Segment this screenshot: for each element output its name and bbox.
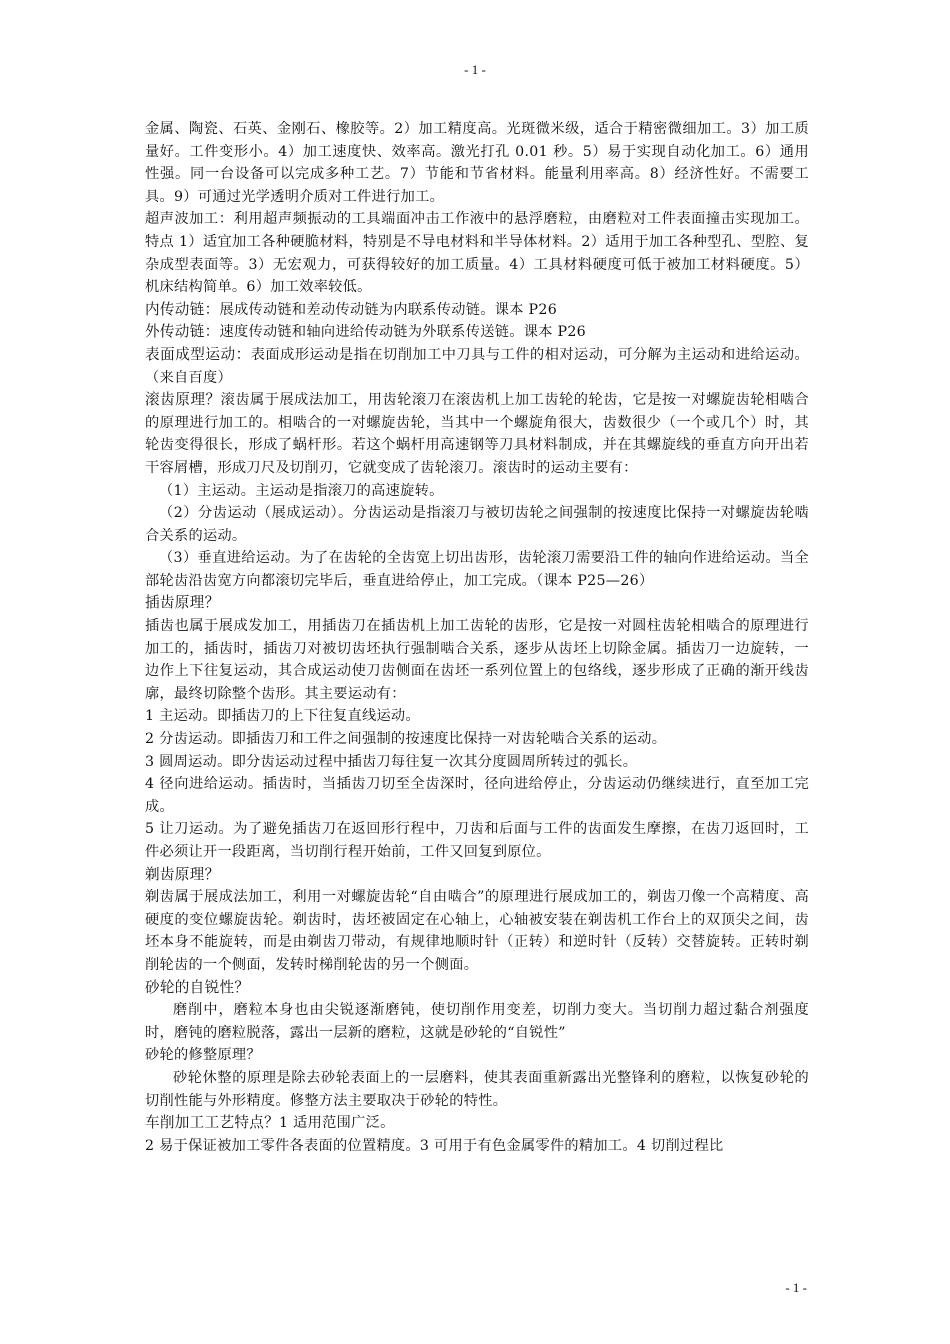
paragraph (145, 389, 809, 479)
paragraph-text: 1 主运动。即插齿刀的上下往复直线运动。 (145, 708, 420, 725)
paragraph (145, 480, 809, 503)
paragraph-text: 展成传动链和差动传动链为内联系传动链。课本 P26 (219, 301, 558, 318)
paragraph (145, 1135, 809, 1158)
paragraph (145, 118, 809, 208)
section-heading: 表面成型运动： (145, 345, 251, 363)
section-heading: 剃齿原理？ (145, 865, 220, 883)
paragraph-text: （2）分齿运动（展成运动）。分齿运动是指滚刀与被切齿轮之间强制的按速度比保持一对螺旋齿轮啮合关系的运动。 (145, 505, 809, 544)
paragraph-text: 剃齿属于展成法加工，利用一对螺旋齿轮“自由啮合”的原理进行展成加工的，剃齿刀像一个高精度、高硬度的变位螺旋齿轮。剃齿时，齿坯被固定在心轴上，心轴被安装在剃齿机工作台上的双顶尖之间，齿坯本身不能旋转，而是由剃齿刀带动，有规律地顺时针（正转）和逆时针（反转）交替旋转。正转时剃削轮齿的一个侧面，发转时梯削轮齿的另一个侧面。 (145, 889, 809, 973)
paragraph (145, 502, 809, 547)
paragraph (145, 818, 809, 863)
paragraph (145, 344, 809, 389)
paragraph-text: 2 易于保证被加工零件各表面的位置精度。3 可用于有色金属零件的精加工。4 切削过程比 (145, 1137, 724, 1154)
paragraph-text: 表面成形运动是指在切削加工中刀具与工件的相对运动，可分解为主运动和进给运动。（来自百度） (145, 346, 810, 386)
section-heading: 车削加工工艺特点？ (145, 1114, 280, 1132)
paragraph (145, 208, 809, 298)
paragraph (145, 864, 809, 887)
paragraph (145, 1067, 809, 1112)
paragraph (145, 705, 809, 728)
section-heading: 砂轮的自锐性？ (145, 978, 250, 996)
paragraph-text: （3）垂直进给运动。为了在齿轮的全齿宽上切出齿形，齿轮滚刀需要沿工件的轴向作进给运动。当全部轮齿沿齿宽方向都滚切完毕后，垂直进给停止，加工完成。（课本 P25—26） (145, 550, 809, 589)
paragraph (145, 751, 809, 774)
paragraph-text: 1 适用范围广泛。 (279, 1115, 395, 1132)
paragraph (145, 999, 809, 1044)
paragraph (145, 1112, 809, 1135)
section-heading: 插齿原理？ (145, 594, 220, 612)
paragraph-text: 滚齿属于展成法加工，用齿轮滚刀在滚齿机上加工齿轮的轮齿，它是按一对螺旋齿轮相啮合的原理进行加工的。相啮合的一对螺旋齿轮，当其中一个螺旋角很大，齿数很少（一个或几个）时，其轮齿变得很长，形成了蜗杆形。若这个蜗杆用高速钢等刀具材料制成，并在其螺旋线的垂直方向开出若干容屑槽，形成刀尺及切削刃，它就变成了齿轮滚刀。滚齿时的运动主要有： (145, 392, 809, 476)
paragraph (145, 1044, 809, 1067)
paragraph (145, 299, 809, 322)
paragraph (145, 615, 809, 705)
paragraph (145, 547, 809, 592)
paragraph-text: 5 让刀运动。为了避免插齿刀在返回形行程中，刀齿和后面与工件的齿面发生摩擦，在齿刀返回时，工件必须让开一段距离，当切削行程开始前，工件又回复到原位。 (145, 821, 809, 860)
paragraph-text: 砂轮的修整原理？ (145, 1047, 261, 1064)
section-heading: 滚齿原理？ (145, 391, 221, 409)
paragraph (145, 886, 809, 976)
paragraph-text: 磨削中，磨粒本身也由尖锐逐渐磨钝，使切削作用变差，切削力变大。当切削力超过黏合剂强度时，磨钝的磨粒脱落，露出一层新的磨粒，这就是砂轮的“自锐性” (145, 1002, 809, 1041)
paragraph-text: 砂轮休整的原理是除去砂轮表面上的一层磨料，使其表面重新露出光整锋利的磨粒，以恢复砂轮的切削性能与外形精度。修整方法主要取决于砂轮的特性。 (145, 1069, 809, 1109)
section-heading: 内传动链： (145, 300, 220, 318)
paragraph-text: 金属、陶瓷、石英、金刚石、橡胶等。2）加工精度高。光斑微米级，适合于精密微细加工。3）加工质量好。工件变形小。4）加工速度快、效率高。激光打孔 0.01 秒。5）易于实现自动化加工。6）通用性强。同一台设备可以完成多种工艺。7）节能和节省材料。能量利用率高。8）经济性好。不需要工具。9）可通过光学透明介质对工件进行加工。 (145, 121, 809, 205)
paragraph (145, 321, 809, 344)
paragraph-text: 超声波加工：利用超声频振动的工具端面冲击工作液中的悬浮磨粒，由磨粒对工件表面撞击实现加工。特点 1）适宜加工各种硬脆材料，特别是不导电材料和半导体材料。2）适用于加工各种型孔、型腔、复杂成型表面等。3）无宏观力，可获得较好的加工质量。4）工具材料硬度可低于被加工材料硬度。5）机床结构简单。6）加工效率较低。 (145, 211, 809, 296)
paragraph (145, 773, 809, 818)
section-heading: 外传动链： (145, 323, 220, 341)
paragraph (145, 592, 809, 615)
page-footer-number: - 1 - (785, 1280, 807, 1295)
paragraph (145, 977, 809, 1000)
paragraph-text: 4 径向进给运动。插齿时，当插齿刀切至全齿深时，径向进给停止，分齿运动仍继续进行，直至加工完成。 (145, 776, 809, 815)
page-header-number: - 1 - (464, 62, 486, 77)
paragraph-text: 3 圆周运动。即分齿运动过程中插齿刀每往复一次其分度圆周所转过的弧长。 (145, 753, 638, 770)
paragraph-text: 2 分齿运动。即插齿刀和工件之间强制的按速度比保持一对齿轮啮合关系的运动。 (145, 731, 667, 748)
paragraph-text: 速度传动链和轴向进给传动链为外联系传送链。课本 P26 (219, 324, 587, 341)
paragraph-text: （1）主运动。主运动是指滚刀的高速旋转。 (159, 482, 444, 499)
paragraph (145, 728, 809, 751)
paragraph-text: 插齿也属于展成发加工，用插齿刀在插齿机上加工齿轮的齿形，它是按一对圆柱齿轮相啮合的原理进行加工的，插齿时，插齿刀对被切齿坯执行强制啮合关系，逐步从齿坯上切除金属。插齿刀一边旋转，一边作上下往复运动，其合成运动使刀齿侧面在齿坯一系列位置上的包络线，逐步形成了正确的渐开线齿廓，最终切除整个齿形。其主要运动有： (145, 618, 809, 702)
document-body (145, 118, 809, 1157)
